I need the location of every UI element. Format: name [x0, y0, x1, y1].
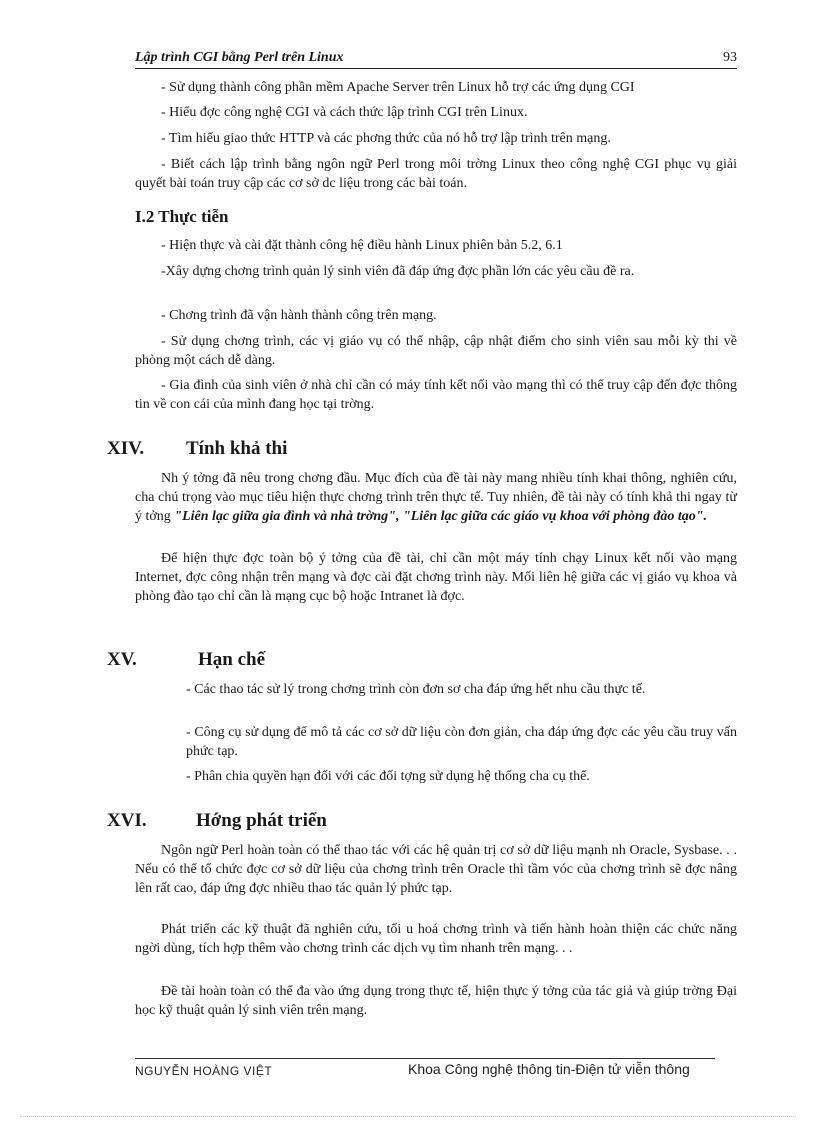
section-number: XIV. — [107, 438, 145, 459]
emphasis-text: "Liên lạc giữa gia đình và nhà trờng", "Liên lạc giữa các giáo vụ khoa với phòng đào tạo". — [174, 509, 707, 524]
section-title: Hớng phát triển — [196, 810, 327, 831]
footer-faculty: Khoa Công nghệ thông tin-Điện tử viễn thông — [408, 1061, 690, 1077]
list-item: -Xây dựng chơng trình quản lý sinh viên đã đáp ứng đợc phần lớn các yêu cầu đề ra. — [161, 264, 635, 279]
footer-divider — [135, 1058, 715, 1059]
paragraph: Ngôn ngữ Perl hoàn toàn có thể thao tác với các hệ quản trị cơ sở dữ liệu mạnh nh Oracle, Sysbase. . . Nếu có thể tổ chức đợc cơ sở dữ liệu của chơng trình trên Oracle thì tầm vóc của chơng trình sẽ đợc nâng lên rất cao, đáp ứng đợc nhiều thao tác quản lý phức tạp. — [135, 843, 737, 896]
page-header — [135, 50, 737, 69]
list-item: - Các thao tác sử lý trong chơng trình còn đơn sơ cha đáp ứng hết nhu cầu thực tế. — [186, 682, 646, 697]
page-edge-divider — [20, 1116, 796, 1117]
page-number: 93 — [723, 50, 737, 65]
intro-item: - Hiểu đợc công nghệ CGI và cách thức lập trình CGI trên Linux. — [161, 105, 528, 120]
section-number: XV. — [107, 649, 137, 670]
intro-item: - Sử dụng thành công phần mềm Apache Server trên Linux hỗ trợ các ứng dụng CGI — [161, 80, 635, 95]
list-item: - Chơng trình đã vận hành thành công trên mạng. — [161, 308, 437, 323]
list-item: - Công cụ sử dụng để mô tả các cơ sở dữ liệu còn đơn giản, cha đáp ứng đợc các yêu cầu truy vấn phức tạp. — [186, 725, 737, 759]
list-item: - Phân chia quyền hạn đối với các đối tợng sử dụng hệ thống cha cụ thể. — [186, 769, 590, 784]
intro-item: - Biết cách lập trình bằng ngôn ngữ Perl trong môi trờng Linux theo công nghệ CGI phục vụ giải quyết bài toán truy cập các cơ sở dc liệu trong các bài toán. — [135, 157, 737, 191]
section-number: XVI. — [107, 810, 147, 831]
section-title: Tính khả thi — [186, 438, 288, 459]
footer-author: NGUYỄN HOÀNG VIỆT — [135, 1064, 273, 1078]
list-item: - Sử dụng chơng trình, các vị giáo vụ có thể nhập, cập nhật điểm cho sinh viên sau mỗi kỳ thi về phòng một cách dễ dàng. — [135, 334, 737, 368]
paragraph: Đề tài hoàn toàn có thể đa vào ứng dụng trong thực tế, hiện thực ý tởng của tác giả và giúp trờng Đại học kỹ thuật quản lý sinh viên trên mạng. — [135, 984, 737, 1018]
paragraph-text: Nh ý tởng đã nêu trong chơng đầu. Mục đích của đề tài này mang nhiều tính khai thông, nghiên cứu, cha chú trọng vào mục tiêu hiện thực chơng trình trên thực tế. Tuy nhiên, đề tài này có tính khả thi ngay từ ý tởng — [135, 471, 737, 524]
list-item: - Gia đình của sinh viên ở nhà chỉ cần có máy tính kết nối vào mạng thì có thể truy cập đến đợc thông tin về con cái của mình đang học tại trờng. — [135, 378, 737, 412]
section-title: Hạn chế — [198, 649, 266, 670]
paragraph: Phát triển các kỹ thuật đã nghiên cứu, tối u hoá chơng trình và tiến hành hoàn thiện các chức năng ngời dùng, tích hợp thêm vào chơng trình các dịch vụ tìm nhanh trên mạng. . . — [135, 922, 737, 956]
paragraph — [135, 469, 737, 526]
intro-item: - Tìm hiểu giao thức HTTP và các phơng thức của nó hỗ trợ lập trình trên mạng. — [161, 131, 611, 146]
section-heading-i2: I.2 Thực tiễn — [135, 207, 229, 226]
list-item: - Hiện thực và cài đặt thành công hệ điều hành Linux phiên bản 5.2, 6.1 — [161, 238, 563, 253]
paragraph: Để hiện thực đợc toàn bộ ý tởng của đề tài, chỉ cần một máy tính chạy Linux kết nối vào mạng Internet, đợc công nhận trên mạng và đợc cài đặt chơng trình này. Mối liên hệ giữa các vị giáo vụ khoa và phòng đào tạo chỉ cần là mạng cục bộ hoặc Intranet là đợc. — [135, 551, 737, 604]
header-title: Lập trình CGI bằng Perl trên Linux — [135, 50, 344, 65]
